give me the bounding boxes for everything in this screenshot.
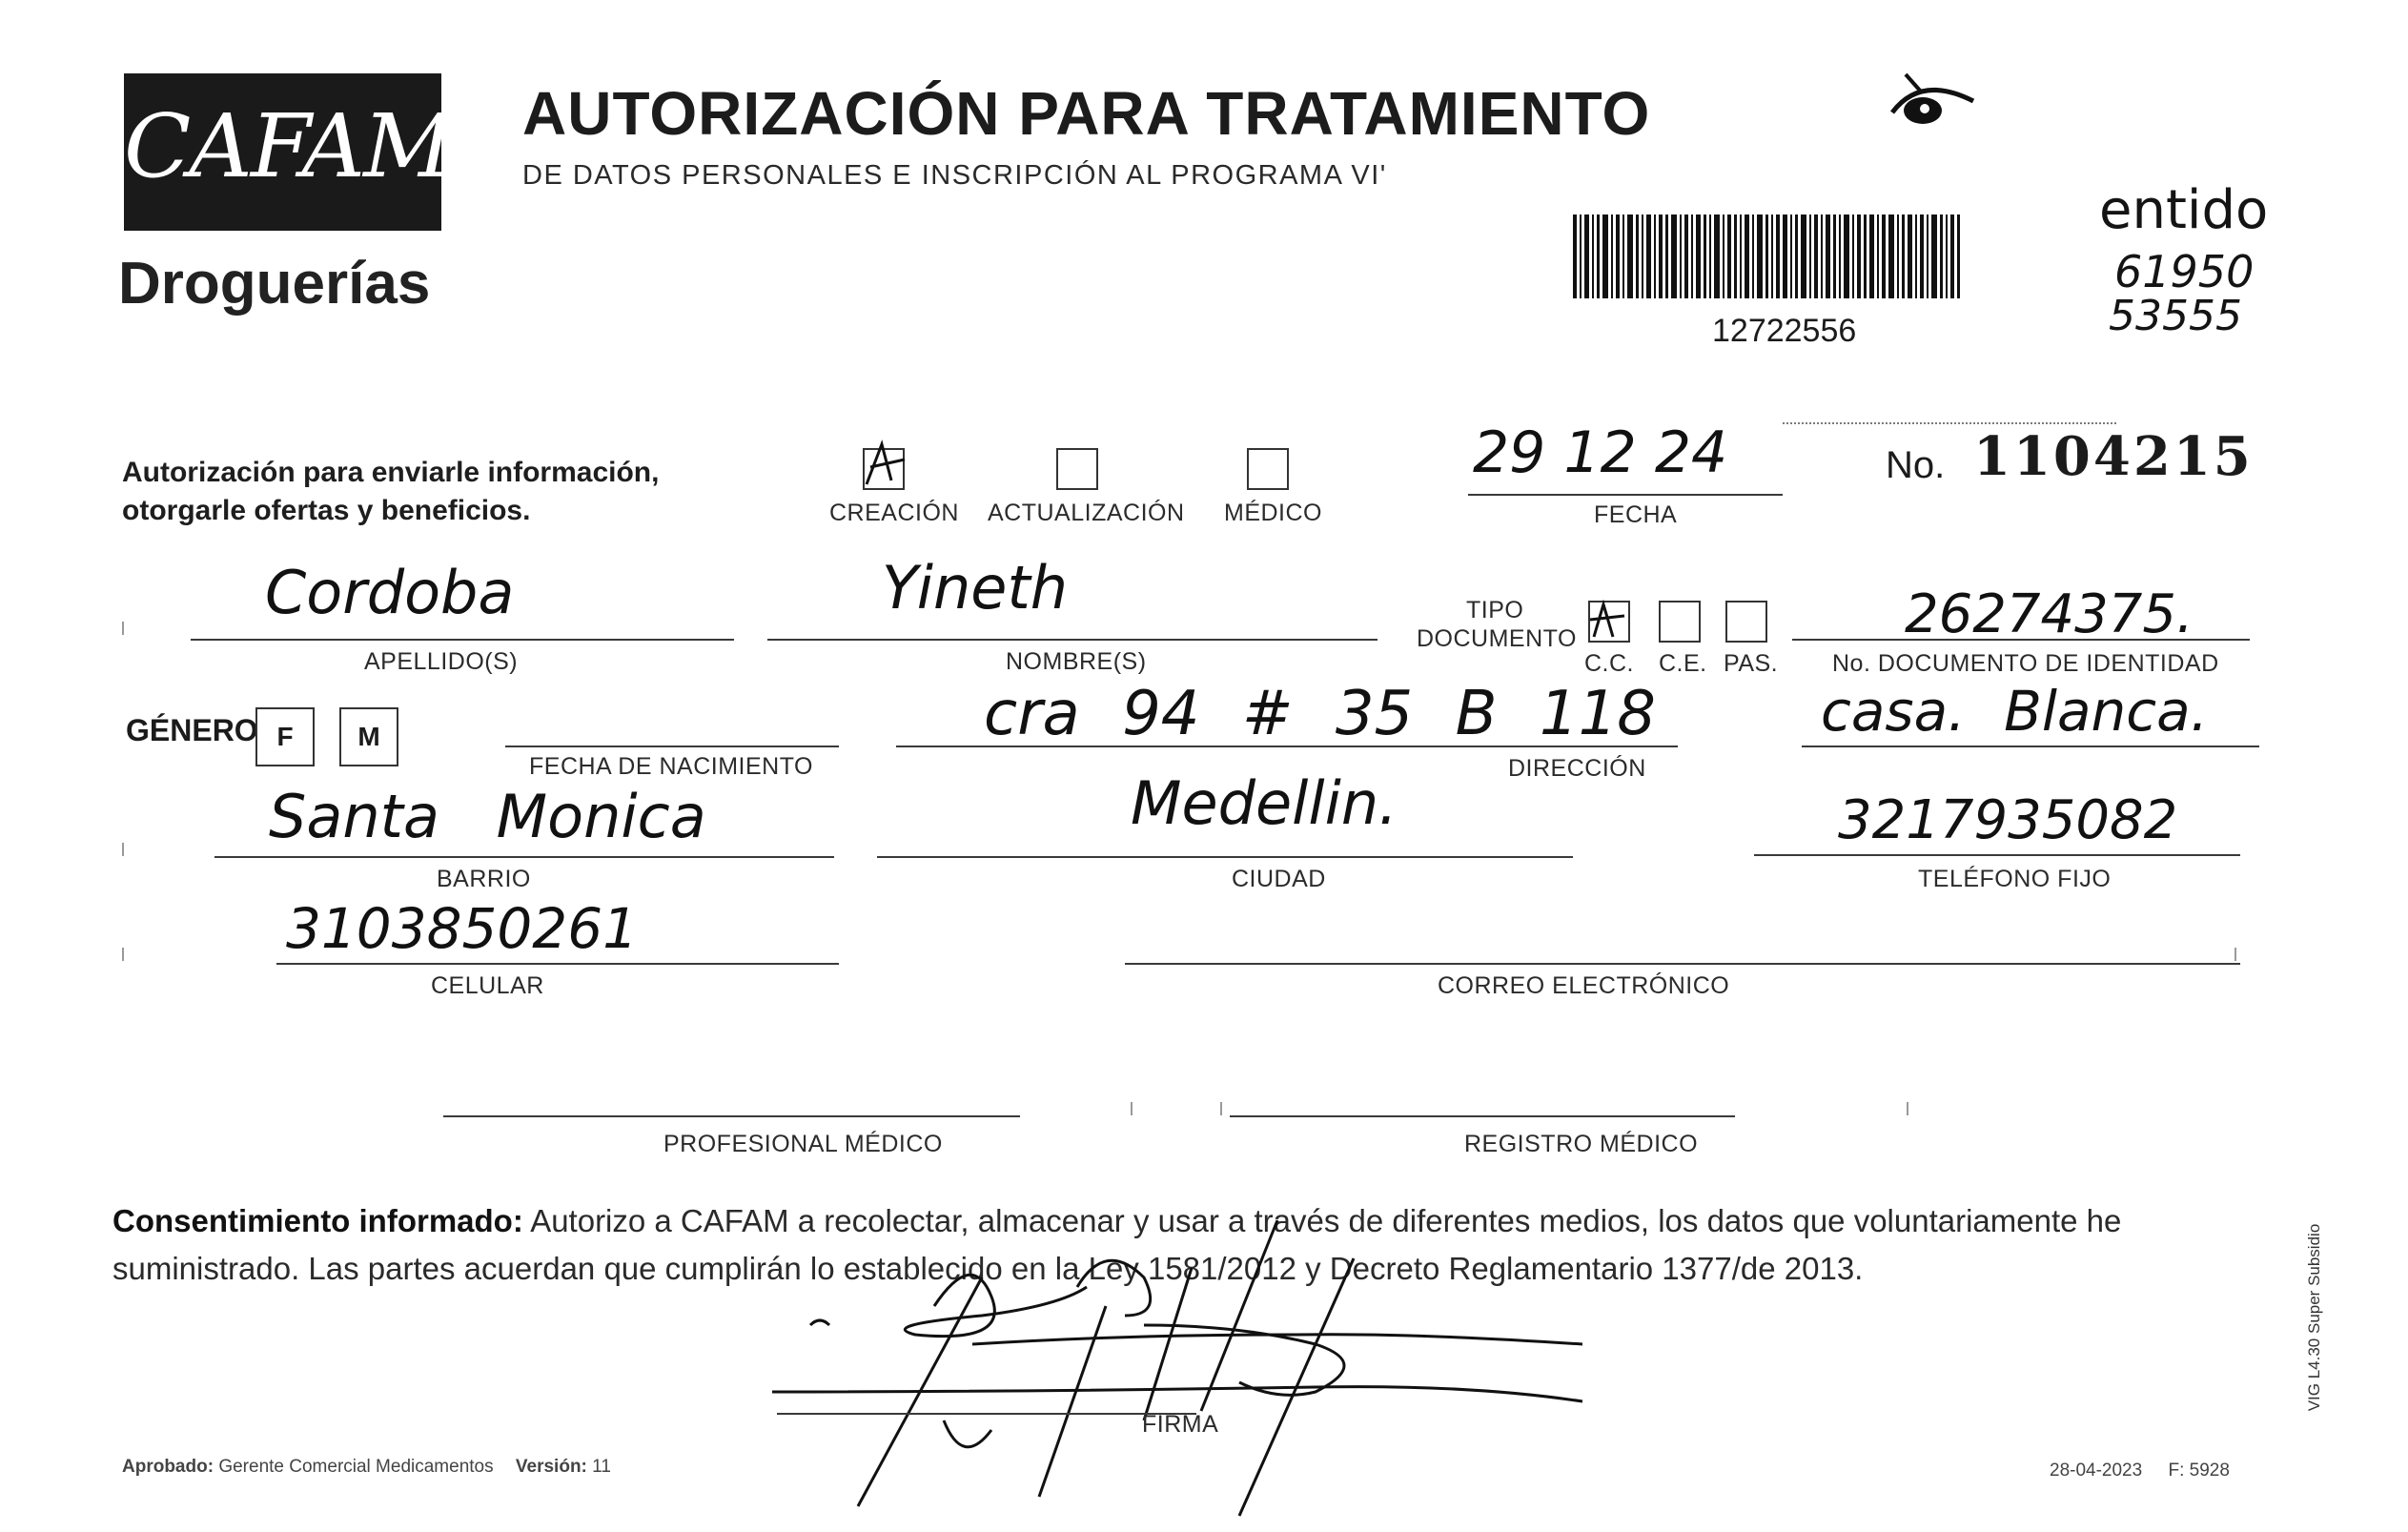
genero-f-option[interactable]: F (255, 707, 315, 766)
tipo-documento-label: TIPO (1466, 597, 1524, 623)
tick-mark (1220, 1102, 1222, 1115)
number-label: No. (1886, 444, 1946, 486)
genero-label: GÉNERO (126, 713, 258, 747)
direccion-value: cra 94 # 35 B 118 (984, 679, 1656, 749)
footer-date-code (2050, 1461, 2230, 1481)
tick-mark (122, 948, 124, 961)
tick-mark (122, 622, 124, 635)
nombres-label: NOMBRE(S) (1006, 648, 1147, 675)
tick-mark (2235, 948, 2236, 961)
tick-mark (1131, 1102, 1133, 1115)
documento-field[interactable] (1792, 639, 2250, 641)
form-subtitle: DE DATOS PERSONALES E INSCRIPCIÓN AL PROGRAMA VI' (522, 160, 1387, 191)
barcode (1573, 214, 1960, 298)
consent-text: Autorizo a CAFAM a recolectar, almacenar y usar a través de diferentes medios, los datos que voluntariamente he suministrado. Las partes acuerdan que cumplirán lo establecido en la Ley 1581/2012 y Decreto Reglamentario 1377/de 2013. (112, 1203, 2122, 1286)
option-label: C.E. (1659, 650, 1707, 677)
ciudad-value: Medellin. (1131, 768, 1398, 838)
apellidos-field[interactable] (191, 639, 734, 641)
direccion-label: DIRECCIÓN (1508, 755, 1646, 782)
fecha-nacimiento-field[interactable] (505, 746, 839, 747)
authorization-label-line: Autorización para enviarle información, (122, 457, 660, 488)
barcode-number: 12722556 (1712, 313, 1857, 349)
checkbox-actualizacion[interactable] (1056, 448, 1098, 490)
aprobado-label: Aprobado: (122, 1457, 214, 1477)
nombres-value: Yineth (882, 553, 1069, 623)
fecha-line (1468, 494, 1783, 496)
checkbox-ce[interactable] (1659, 601, 1701, 643)
ciudad-field[interactable] (877, 856, 1573, 858)
eye-icon (1883, 65, 1988, 132)
direccion-field[interactable] (896, 746, 1678, 747)
signature-line[interactable] (777, 1413, 1196, 1415)
version-value: 11 (592, 1457, 611, 1477)
footer-date: 28-04-2023 (2050, 1461, 2143, 1481)
form-number: 1104215 (1973, 425, 2254, 488)
tick-mark (122, 843, 124, 856)
registro-label: REGISTRO MÉDICO (1464, 1131, 1699, 1157)
celular-label: CELULAR (431, 972, 544, 999)
option-label: PAS. (1724, 650, 1779, 677)
fecha-label: FECHA (1594, 501, 1678, 528)
logo-subtitle: Droguerías (118, 251, 431, 317)
option-label: ACTUALIZACIÓN (988, 500, 1185, 526)
footer-approval (122, 1457, 611, 1478)
checkbox-medico[interactable] (1247, 448, 1289, 490)
telefono-field[interactable] (1754, 854, 2240, 856)
check-mark-icon (1586, 599, 1632, 643)
celular-field[interactable] (276, 963, 839, 965)
correo-field[interactable] (1125, 963, 2240, 965)
authorization-label-line: otorgarle ofertas y beneficios. (122, 495, 531, 526)
authorization-label (122, 454, 659, 530)
fecha-nacimiento-label: FECHA DE NACIMIENTO (529, 753, 813, 780)
documento-value: 26274375. (1905, 583, 2194, 645)
checkbox-pas[interactable] (1725, 601, 1767, 643)
tick-mark (1907, 1102, 1908, 1115)
registro-field[interactable] (1230, 1115, 1735, 1117)
apellidos-label: APELLIDO(S) (364, 648, 519, 675)
fecha-value: 29 12 24 (1473, 419, 1728, 486)
side-vertical-text: VIG L4.30 Super Subsidio (2305, 1223, 2323, 1412)
footer-code: F: 5928 (2168, 1461, 2230, 1481)
checkbox-cc[interactable] (1588, 601, 1630, 643)
checkbox-creacion[interactable] (863, 448, 905, 490)
barrio-field[interactable] (214, 856, 834, 858)
telefono-value: 3217935082 (1838, 789, 2178, 851)
correo-label: CORREO ELECTRÓNICO (1438, 972, 1730, 999)
telefono-label: TELÉFONO FIJO (1918, 866, 2112, 892)
barrio-label: BARRIO (437, 866, 531, 892)
aprobado-value: Gerente Comercial Medicamentos (218, 1457, 494, 1477)
ciudad-label: CIUDAD (1232, 866, 1326, 892)
version-label: Versión: (515, 1457, 587, 1477)
signature-drawing (744, 1182, 1621, 1525)
direccion-extra: casa. Blanca. (1821, 679, 2209, 744)
apellidos-value: Cordoba (265, 558, 515, 627)
cafam-logo: CAFAM (124, 95, 452, 197)
handwritten-note: 61950 (2114, 246, 2255, 297)
signature-label: FIRMA (1142, 1411, 1219, 1438)
documento-label: No. DOCUMENTO DE IDENTIDAD (1832, 650, 2219, 677)
check-mark-icon (861, 439, 914, 488)
dotted-line (1783, 422, 2116, 424)
tipo-documento-label: DOCUMENTO (1417, 625, 1577, 652)
profesional-label: PROFESIONAL MÉDICO (663, 1131, 943, 1157)
profesional-field[interactable] (443, 1115, 1020, 1117)
barrio-value: Santa Monica (269, 782, 706, 851)
celular-value: 3103850261 (286, 896, 639, 961)
form-title: AUTORIZACIÓN PARA TRATAMIENTO (522, 79, 1651, 148)
option-label: C.C. (1584, 650, 1634, 677)
option-label: CREACIÓN (829, 500, 959, 526)
handwritten-note: 53555 (2109, 292, 2242, 340)
nombres-field[interactable] (767, 639, 1377, 641)
corner-text: entido (2099, 179, 2269, 241)
consent-lead: Consentimiento informado: (112, 1203, 523, 1238)
genero-m-option[interactable]: M (339, 707, 398, 766)
option-label: MÉDICO (1224, 500, 1322, 526)
direccion-extra-line (1802, 746, 2259, 747)
